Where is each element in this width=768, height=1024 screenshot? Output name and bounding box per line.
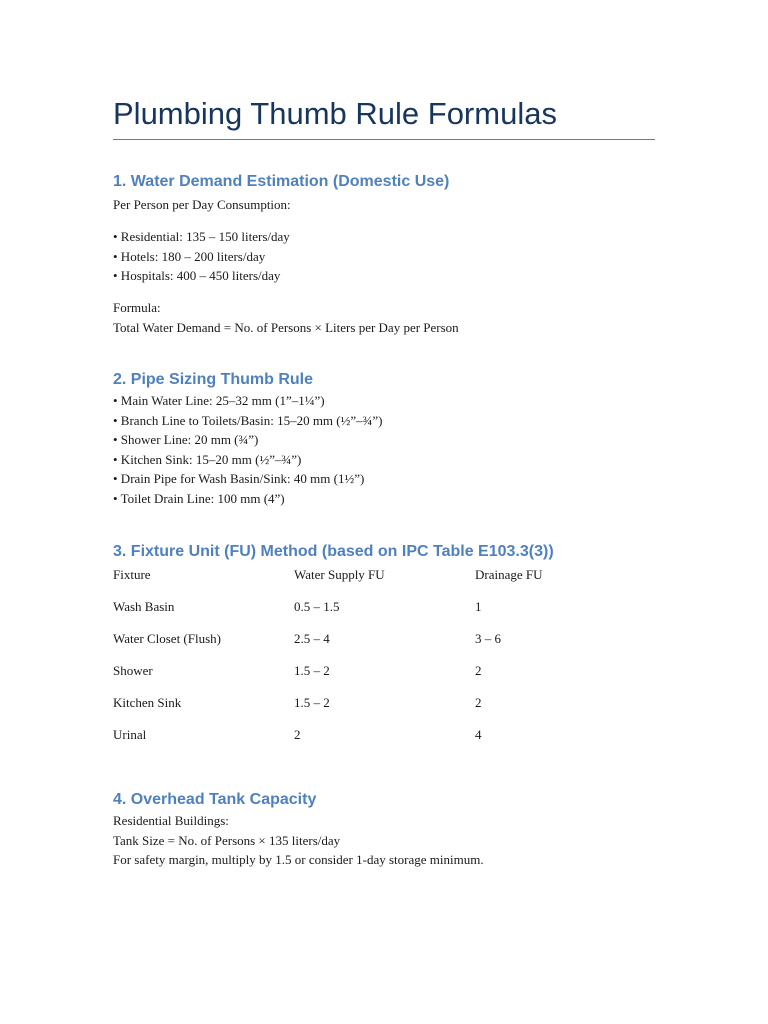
formula-label: Formula:	[113, 300, 161, 315]
list-item: • Hospitals: 400 – 450 liters/day	[113, 268, 281, 283]
table-cell: 2	[294, 727, 301, 742]
table-cell: 0.5 – 1.5	[294, 599, 340, 614]
paragraph-line: Tank Size = No. of Persons × 135 liters/day	[113, 832, 341, 848]
table-row	[113, 725, 655, 757]
list-item: • Shower Line: 20 mm (¾”)	[113, 432, 259, 447]
column-header: Water Supply FU	[294, 567, 385, 582]
table-cell: 2	[475, 695, 482, 710]
section-intro: Per Person per Day Consumption:	[113, 197, 291, 212]
title-underline	[113, 139, 655, 140]
table-cell: 4	[475, 727, 482, 742]
list-item: • Kitchen Sink: 15–20 mm (½”–¾”)	[113, 451, 302, 467]
table-cell: 1.5 – 2	[294, 695, 330, 710]
table-cell: 1	[475, 599, 482, 614]
table-cell: Wash Basin	[113, 599, 175, 614]
section-fixture-units	[113, 541, 655, 563]
table-cell: Shower	[113, 663, 153, 678]
column-header: Fixture	[113, 567, 151, 582]
section-heading: 3. Fixture Unit (FU) Method (based on IPC Table E103.3(3))	[113, 543, 554, 560]
list-item: • Drain Pipe for Wash Basin/Sink: 40 mm (1½”)	[113, 471, 365, 486]
table-cell: 2	[475, 663, 482, 678]
table-row	[113, 661, 655, 693]
section-pipe-sizing	[113, 369, 655, 508]
list-item: • Toilet Drain Line: 100 mm (4”)	[113, 490, 285, 506]
list-item: • Branch Line to Toilets/Basin: 15–20 mm (½”–¾”)	[113, 412, 383, 428]
table-cell: 3 – 6	[475, 631, 501, 646]
table-cell: Water Closet (Flush)	[113, 631, 221, 646]
section-overhead-tank	[113, 789, 655, 870]
paragraph-line: For safety margin, multiply by 1.5 or consider 1-day storage minimum.	[113, 852, 484, 867]
table-cell: 2.5 – 4	[294, 631, 330, 646]
section-heading: 1. Water Demand Estimation (Domestic Use)	[113, 173, 450, 190]
list-item: • Residential: 135 – 150 liters/day	[113, 229, 290, 244]
table-row	[113, 693, 655, 725]
fixture-unit-table	[113, 565, 655, 757]
section-water-demand	[113, 171, 655, 337]
list-item: • Main Water Line: 25–32 mm (1”–1¼”)	[113, 393, 325, 408]
table-header-row	[113, 565, 655, 597]
table-row	[113, 597, 655, 629]
column-header: Drainage FU	[475, 567, 543, 582]
table-cell: Urinal	[113, 727, 147, 742]
paragraph-line: Residential Buildings:	[113, 813, 229, 828]
table-cell: 1.5 – 2	[294, 663, 330, 678]
table-cell: Kitchen Sink	[113, 695, 182, 710]
formula-text: Total Water Demand = No. of Persons × Liters per Day per Person	[113, 319, 459, 335]
document-title: Plumbing Thumb Rule Formulas	[113, 96, 557, 131]
list-item: • Hotels: 180 – 200 liters/day	[113, 248, 266, 264]
table-row	[113, 629, 655, 661]
section-heading: 2. Pipe Sizing Thumb Rule	[113, 371, 314, 388]
section-heading: 4. Overhead Tank Capacity	[113, 791, 317, 808]
